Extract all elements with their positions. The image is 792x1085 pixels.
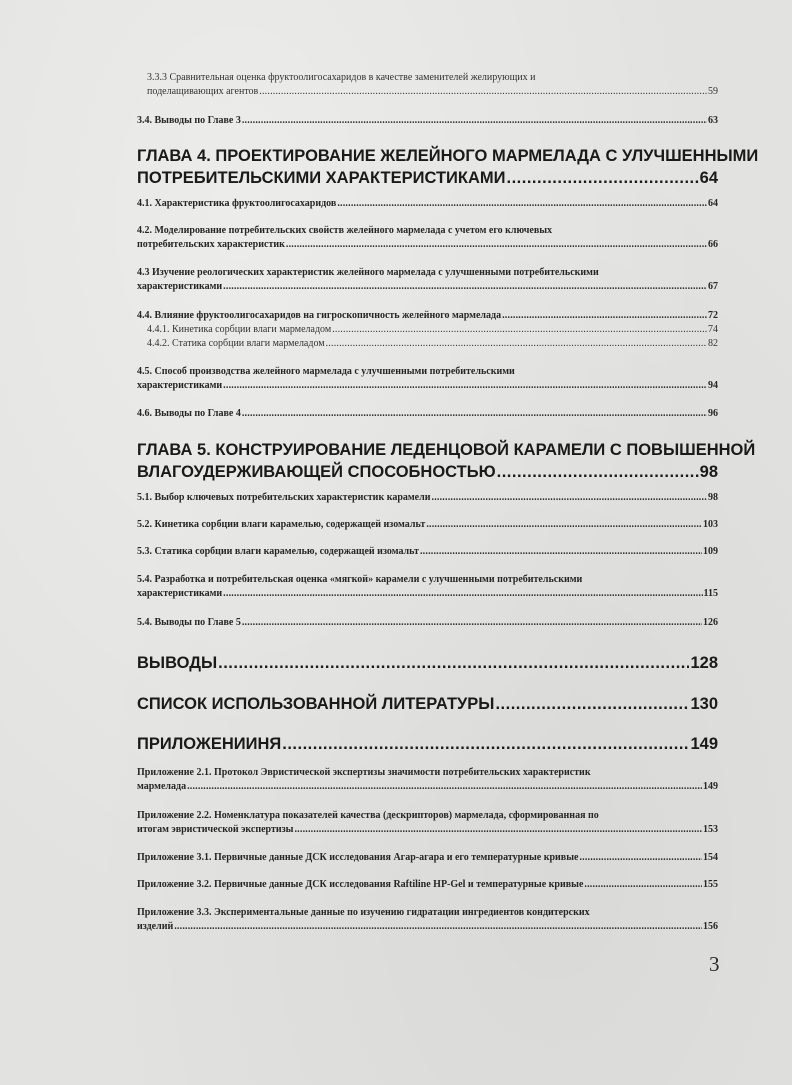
toc-entry-line — [137, 545, 718, 559]
toc-entry-title: 4.5. Способ производства желейного мармелада с улучшенными потребительскими — [137, 366, 515, 377]
toc-entry-title: 5.4. Разработка и потребительская оценка «мягкой» карамели с улучшенными потребительскими — [137, 574, 583, 585]
dot-leader — [187, 780, 702, 794]
dot-leader — [502, 309, 707, 323]
toc-entry-title: ВЫВОДЫ — [137, 654, 218, 672]
toc-page-number: 109 — [703, 546, 718, 557]
dot-leader — [242, 114, 707, 128]
toc-entry[interactable] — [137, 309, 718, 323]
toc-page-number: 115 — [703, 588, 718, 599]
dot-leader — [218, 652, 689, 674]
toc-page-number: 96 — [708, 408, 718, 419]
toc-entry-title: характеристиками — [137, 281, 223, 292]
toc-entry-line — [137, 851, 718, 865]
toc-entry-line — [137, 197, 718, 211]
toc-entry[interactable] — [137, 365, 718, 393]
toc-entry[interactable] — [137, 878, 718, 892]
toc-page-number: 98 — [699, 463, 718, 481]
toc-entry-line — [147, 85, 718, 99]
toc-entry-title: 5.1. Выбор ключевых потребительских характеристик карамели — [137, 492, 431, 503]
toc-entry[interactable] — [137, 809, 718, 837]
toc-page-number: 66 — [708, 239, 718, 250]
toc-entry-title: ГЛАВА 5. КОНСТРУИРОВАНИЕ ЛЕДЕНЦОВОЙ КАРАМЕЛИ С ПОВЫШЕННОЙ — [137, 441, 756, 459]
toc-page-number: 154 — [703, 852, 718, 863]
toc-entry[interactable] — [147, 323, 718, 337]
toc-entry-line — [137, 491, 718, 505]
toc-entry-title: характеристиками — [137, 588, 223, 599]
toc-entry-title: характеристиками — [137, 380, 223, 391]
toc-page-number: 156 — [703, 921, 718, 932]
toc-entry[interactable] — [137, 491, 718, 505]
toc-entry-title: 5.2. Кинетика сорбции влаги карамелью, содержащей изомальт — [137, 519, 426, 530]
dot-leader — [259, 85, 707, 99]
toc-page-number: 103 — [703, 519, 718, 530]
page-number: 3 — [709, 952, 720, 976]
toc-entry-title: 4.4. Влияние фруктоолигосахаридов на гигроскопичность желейного мармелада — [137, 310, 502, 321]
toc-entry-line — [137, 920, 718, 934]
toc-page-number: 149 — [703, 781, 718, 792]
toc-entry-line — [137, 238, 718, 252]
dot-leader — [337, 197, 707, 211]
dot-leader — [432, 491, 708, 505]
toc-page-number: 82 — [708, 338, 718, 349]
toc-page-number: 153 — [703, 824, 718, 835]
dot-leader — [223, 379, 707, 393]
dot-leader — [242, 407, 707, 421]
toc-entry-line — [137, 407, 718, 421]
toc-entry[interactable] — [137, 224, 718, 252]
toc-page-number: 149 — [690, 735, 718, 753]
toc-entry-title: 4.2. Моделирование потребительских свойств желейного мармелада с учетом его ключевых — [137, 225, 553, 236]
dot-leader — [223, 280, 707, 294]
toc-page-number: 64 — [708, 198, 718, 209]
toc-entry-line — [137, 309, 718, 323]
toc-entry-line — [137, 587, 718, 601]
toc-entry-title: Приложение 3.2. Первичные данные ДСК исследования Raftiline HP-Gel и температурные кривые — [137, 879, 584, 890]
toc-entry[interactable] — [137, 266, 718, 294]
toc-entry[interactable] — [137, 616, 718, 630]
toc-entry[interactable] — [147, 71, 718, 99]
toc-page-number: 98 — [708, 492, 718, 503]
toc-entry-title: потребительских характеристик — [137, 239, 285, 250]
toc-entry-title: Приложение 2.1. Протокол Эвристической экспертизы значимости потребительских характеристик — [137, 767, 591, 778]
toc-entry-title: 4.3 Изучение реологических характеристик желейного мармелада с улучшенными потребительскими — [137, 267, 599, 278]
toc-entry-title: 5.4. Выводы по Главе 5 — [137, 617, 241, 628]
toc-entry-line — [137, 823, 718, 837]
toc-entry-title: ПОТРЕБИТЕЛЬСКИМИ ХАРАКТЕРИСТИКАМИ — [137, 169, 506, 187]
toc-entry[interactable] — [137, 652, 718, 674]
toc-entry-line — [137, 878, 718, 892]
toc-page-number: 130 — [690, 695, 718, 713]
toc-entry[interactable] — [137, 145, 759, 189]
dot-leader — [242, 616, 702, 630]
toc-entry-title: ВЛАГОУДЕРЖИВАЮЩЕЙ СПОСОБНОСТЬЮ — [137, 463, 496, 481]
toc-page-number: 126 — [703, 617, 718, 628]
toc-entry-line — [137, 693, 718, 715]
dot-leader — [326, 337, 707, 351]
toc-entry-line — [137, 652, 718, 674]
toc-entry-line — [137, 733, 718, 755]
toc-entry[interactable] — [137, 114, 718, 128]
toc-entry-title: мармелада — [137, 781, 187, 792]
toc-entry-line — [147, 337, 718, 351]
dot-leader — [497, 461, 699, 483]
toc-entry-line — [137, 114, 718, 128]
dot-leader — [507, 167, 699, 189]
toc-entry-title: 5.3. Статика сорбции влаги карамелью, содержащей изомальт — [137, 546, 419, 557]
toc-entry-title: 4.1. Характеристика фруктоолигосахаридов — [137, 198, 337, 209]
toc-entry-title: Приложение 2.2. Номенклатура показателей качества (дескрипторов) мармелада, сформированная по — [137, 810, 599, 821]
toc-entry-title: ПРИЛОЖЕНИИНЯ — [137, 735, 282, 753]
toc-entry-title: поделащивающих агентов — [147, 86, 259, 97]
toc-entry-line — [147, 323, 718, 337]
toc-page-number: 155 — [703, 879, 718, 890]
toc-page-number: 64 — [699, 169, 718, 187]
toc-entry[interactable] — [147, 337, 718, 351]
toc-entry-title: Приложение 3.1. Первичные данные ДСК исследования Агар-агара и его температурные кривые — [137, 852, 579, 863]
dot-leader — [286, 238, 707, 252]
toc-page-number: 59 — [708, 86, 718, 97]
dot-leader — [420, 545, 702, 559]
dot-leader — [495, 693, 689, 715]
toc-entry[interactable] — [137, 733, 718, 755]
toc-entry-title: ГЛАВА 4. ПРОЕКТИРОВАНИЕ ЖЕЛЕЙНОГО МАРМЕЛАДА С УЛУЧШЕННЫМИ — [137, 147, 759, 165]
dot-leader — [223, 587, 702, 601]
toc-entry[interactable] — [137, 906, 718, 934]
toc-entry-line — [137, 379, 718, 393]
toc-entry[interactable] — [137, 573, 718, 601]
dot-leader — [294, 823, 702, 837]
toc-entry[interactable] — [137, 766, 718, 794]
dot-leader — [332, 323, 707, 337]
toc-page-number: 72 — [708, 310, 718, 321]
toc-page-number: 94 — [708, 380, 718, 391]
toc-entry-title: 4.4.1. Кинетика сорбции влаги мармеладом — [147, 324, 332, 335]
toc-entry-line — [137, 280, 718, 294]
toc-entry[interactable] — [137, 197, 718, 211]
toc-entry-title: итогам эвристической экспертизы — [137, 824, 294, 835]
toc-entry-title: 3.3.3 Сравнительная оценка фруктоолигосахаридов в качестве заменителей желирующих и — [147, 72, 536, 83]
toc-entry-title: Приложение 3.3. Экспериментальные данные по изучению гидратации ингредиентов кондитерских — [137, 907, 590, 918]
toc-entry-title: СПИСОК ИСПОЛЬЗОВАННОЙ ЛИТЕРАТУРЫ — [137, 695, 495, 713]
toc-page-number: 128 — [690, 654, 718, 672]
toc-entry-line — [137, 461, 718, 483]
dot-leader — [174, 920, 702, 934]
toc-entry[interactable] — [137, 851, 718, 865]
toc-entry[interactable] — [137, 693, 718, 715]
dot-leader — [426, 518, 702, 532]
toc-page-number: 74 — [708, 324, 718, 335]
toc-page-number: 67 — [708, 281, 718, 292]
dot-leader — [579, 851, 702, 865]
dot-leader — [584, 878, 702, 892]
toc-page-number: 63 — [708, 115, 718, 126]
toc-entry-line — [137, 167, 718, 189]
toc-entry[interactable] — [137, 439, 756, 483]
toc-entry-title: изделий — [137, 921, 174, 932]
dot-leader — [282, 733, 689, 755]
toc-entry-line — [137, 780, 718, 794]
toc-entry[interactable] — [137, 545, 718, 559]
toc-entry-title: 4.6. Выводы по Главе 4 — [137, 408, 241, 419]
toc-entry-line — [137, 518, 718, 532]
toc-entry-title: 3.4. Выводы по Главе 3 — [137, 115, 241, 126]
toc-entry-title: 4.4.2. Статика сорбции влаги мармеладом — [147, 338, 325, 349]
toc-entry[interactable] — [137, 518, 718, 532]
toc-entry-line — [137, 616, 718, 630]
toc-entry[interactable] — [137, 407, 718, 421]
